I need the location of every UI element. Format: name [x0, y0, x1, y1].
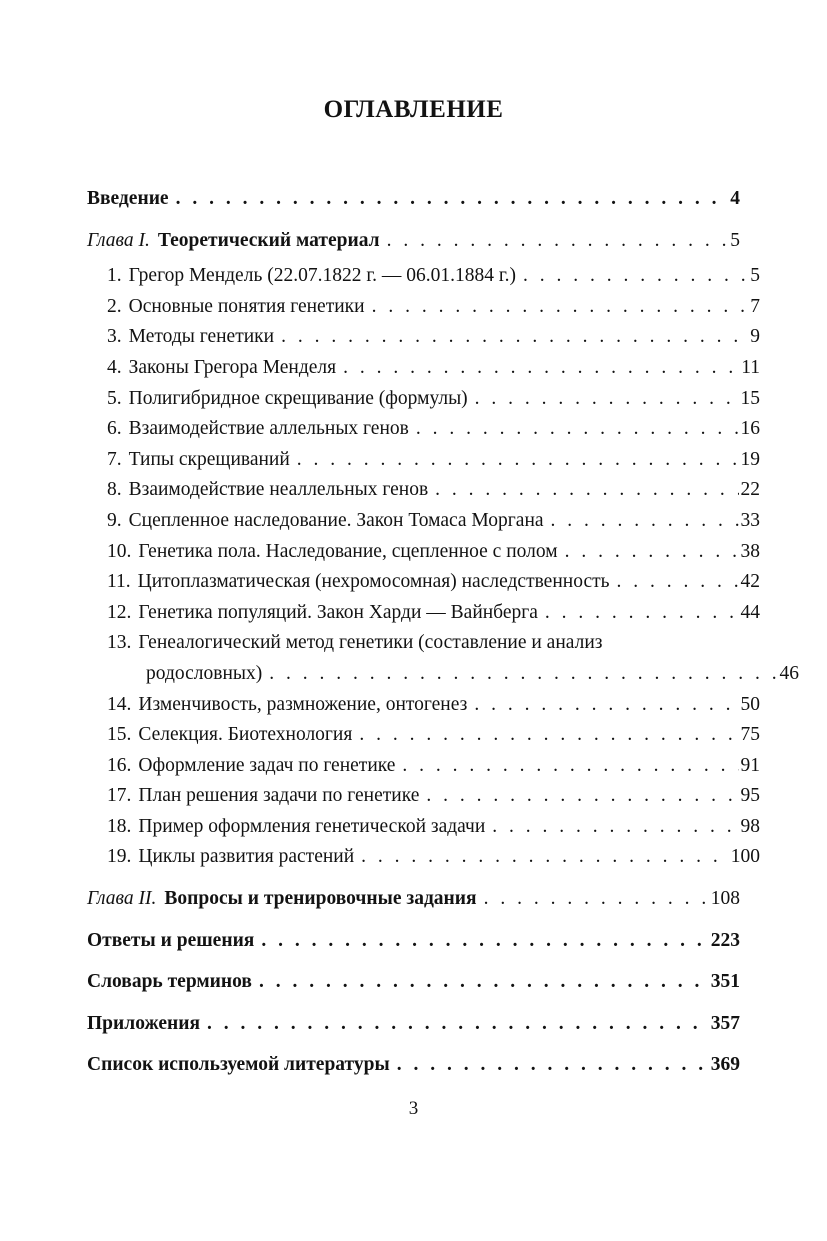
- toc-entry-page-number: 33: [740, 509, 760, 531]
- toc-entry-page-number: 9: [750, 326, 760, 348]
- toc-entry-label: Законы Грегора Менделя: [128, 356, 337, 378]
- toc-entry: [87, 292, 760, 323]
- toc-entry-label: Методы генетики: [128, 326, 275, 348]
- toc-entry: [87, 184, 740, 215]
- dot-leader: [523, 261, 748, 292]
- toc-entry-page-number: 15: [740, 387, 760, 409]
- toc-entry-page-number: 75: [740, 724, 760, 746]
- toc-chapter-prefix: Глава II.: [87, 888, 157, 910]
- toc-entry: [87, 781, 760, 812]
- toc-entry: [87, 506, 760, 537]
- toc-list: [87, 184, 799, 1081]
- toc-entry-page-number: 22: [740, 479, 760, 501]
- toc-entry-page-number: 44: [740, 601, 760, 623]
- toc-entry: [87, 1050, 740, 1081]
- toc-entry: [87, 751, 760, 782]
- toc-entry: [87, 659, 799, 690]
- dot-leader: [435, 475, 738, 506]
- toc-entry-page-number: 19: [740, 448, 760, 470]
- toc-entry: [87, 628, 760, 659]
- dot-leader: [176, 184, 729, 215]
- toc-entry-label: Взаимодействие аллельных генов: [128, 418, 409, 440]
- toc-entry-number: 2.: [107, 295, 122, 317]
- page-title: ОГЛАВЛЕНИЕ: [323, 96, 504, 123]
- toc-entry-page-number: 351: [710, 971, 740, 993]
- toc-entry-page-number: 50: [740, 693, 760, 715]
- folio-page-number: 3: [408, 1098, 419, 1120]
- toc-entry-page-number: 369: [710, 1054, 740, 1076]
- toc-entry-page-number: 98: [740, 815, 760, 837]
- toc-entry-page-number: 7: [750, 295, 760, 317]
- toc-entry-label: Изменчивость, размножение, онтогенез: [138, 693, 468, 715]
- dot-leader: [475, 384, 739, 415]
- toc-entry-page-number: 357: [710, 1012, 740, 1034]
- toc-entry-label: Ответы и решения: [87, 929, 255, 951]
- toc-entry-number: 9.: [107, 509, 122, 531]
- toc-entry-label: Приложения: [87, 1012, 201, 1034]
- toc-entry-label: Полигибридное скрещивание (формулы): [128, 387, 468, 409]
- dot-leader: [281, 322, 748, 353]
- dot-leader: [259, 967, 709, 998]
- toc-entry-page-number: 46: [779, 662, 799, 684]
- dot-leader: [416, 414, 739, 445]
- toc-entry-page-number: 42: [740, 571, 760, 593]
- toc-entry-label: Словарь терминов: [87, 971, 252, 993]
- toc-entry-number: 1.: [107, 265, 122, 287]
- toc-entry: [87, 322, 760, 353]
- toc-entry-label: Основные понятия генетики: [128, 295, 365, 317]
- toc-entry-number: 15.: [107, 724, 132, 746]
- dot-leader: [492, 812, 738, 843]
- toc-entry-number: 6.: [107, 418, 122, 440]
- toc-entry-label: Теоретический материал: [157, 229, 380, 251]
- toc-entry-number: 4.: [107, 356, 122, 378]
- toc-entry-number: 3.: [107, 326, 122, 348]
- toc-entry-number: 18.: [107, 815, 132, 837]
- toc-entry: [87, 598, 760, 629]
- toc-entry: [87, 353, 760, 384]
- toc-entry: [87, 261, 760, 292]
- dot-leader: [269, 659, 777, 690]
- dot-leader: [361, 842, 729, 873]
- toc-entry: [87, 445, 760, 476]
- toc-entry: [87, 567, 760, 598]
- toc-entry-number: 10.: [107, 540, 132, 562]
- dot-leader: [359, 720, 738, 751]
- toc-entry-page-number: 16: [740, 418, 760, 440]
- toc-entry-label: Типы скрещиваний: [128, 448, 290, 470]
- toc-entry-page-number: 223: [710, 929, 740, 951]
- toc-entry-page-number: 95: [740, 785, 760, 807]
- dot-leader: [387, 226, 729, 257]
- toc-entry-number: 16.: [107, 754, 132, 776]
- toc-entry-number: 13.: [107, 632, 132, 654]
- toc-entry: [87, 384, 760, 415]
- toc-entry: [87, 967, 740, 998]
- toc-entry-page-number: 100: [730, 846, 760, 868]
- toc-entry-label: План решения задачи по генетике: [138, 785, 420, 807]
- dot-leader: [426, 781, 738, 812]
- dot-leader: [397, 1050, 709, 1081]
- dot-leader: [545, 598, 739, 629]
- toc-entry: [87, 720, 760, 751]
- dot-leader: [261, 926, 708, 957]
- dot-leader: [565, 537, 739, 568]
- dot-leader: [372, 292, 749, 323]
- toc-entry-number: 14.: [107, 693, 132, 715]
- toc-entry-number: 8.: [107, 479, 122, 501]
- toc-entry-label: Цитоплазматическая (нехромосомная) наследственность: [137, 571, 610, 593]
- toc-entry-page-number: 5: [750, 265, 760, 287]
- toc-entry-label: Вопросы и тренировочные задания: [164, 888, 477, 910]
- toc-entry-number: 19.: [107, 846, 132, 868]
- toc-entry-label: Введение: [87, 188, 169, 209]
- toc-entry-label: Циклы развития растений: [138, 846, 355, 868]
- toc-entry-label: Грегор Мендель (22.07.1822 г. — 06.01.1884 г.): [128, 265, 517, 287]
- toc-entry-page-number: 4: [730, 188, 740, 209]
- toc-entry: [87, 475, 760, 506]
- toc-entry-label: Оформление задач по генетике: [138, 754, 396, 776]
- toc-entry-page-number: 11: [741, 356, 760, 378]
- toc-entry-page-number: 5: [730, 229, 740, 251]
- toc-entry-label: Генетика популяций. Закон Харди — Вайнберга: [138, 601, 538, 623]
- dot-leader: [551, 506, 739, 537]
- toc-entry-page-number: 38: [740, 540, 760, 562]
- toc-entry: [87, 226, 740, 257]
- toc-entry: [87, 812, 760, 843]
- toc-entry: [87, 884, 740, 915]
- toc-entry: [87, 537, 760, 568]
- toc-entry-label: Генетика пола. Наследование, сцепленное с полом: [138, 540, 558, 562]
- dot-leader: [617, 567, 739, 598]
- toc-entry-label: родословных): [146, 662, 263, 684]
- toc-entry-label: Селекция. Биотехнология: [138, 724, 353, 746]
- toc-entry-page-number: 91: [740, 754, 760, 776]
- toc-entry-label: Взаимодействие неаллельных генов: [128, 479, 429, 501]
- toc-entry: [87, 1009, 740, 1040]
- toc-entry-number: 7.: [107, 448, 122, 470]
- toc-entry-page-number: 108: [710, 888, 740, 910]
- toc-entry-label: Список используемой литературы: [87, 1054, 390, 1076]
- toc-entry: [87, 414, 760, 445]
- toc-entry: [87, 842, 760, 873]
- toc-entry-label: Пример оформления генетической задачи: [138, 815, 486, 837]
- dot-leader: [343, 353, 739, 384]
- dot-leader: [484, 884, 709, 915]
- toc-entry-number: 12.: [107, 601, 132, 623]
- dot-leader: [207, 1009, 709, 1040]
- dot-leader: [402, 751, 738, 782]
- toc-entry-label: Генеалогический метод генетики (составление и анализ: [138, 632, 603, 654]
- dot-leader: [474, 690, 738, 721]
- toc-entry: [87, 690, 760, 721]
- toc-entry-number: 11.: [107, 571, 131, 593]
- toc-entry-number: 17.: [107, 785, 132, 807]
- toc-entry: [87, 926, 740, 957]
- toc-chapter-prefix: Глава I.: [87, 229, 150, 251]
- dot-leader: [297, 445, 739, 476]
- toc-entry-number: 5.: [107, 387, 122, 409]
- toc-entry-label: Сцепленное наследование. Закон Томаса Моргана: [128, 509, 544, 531]
